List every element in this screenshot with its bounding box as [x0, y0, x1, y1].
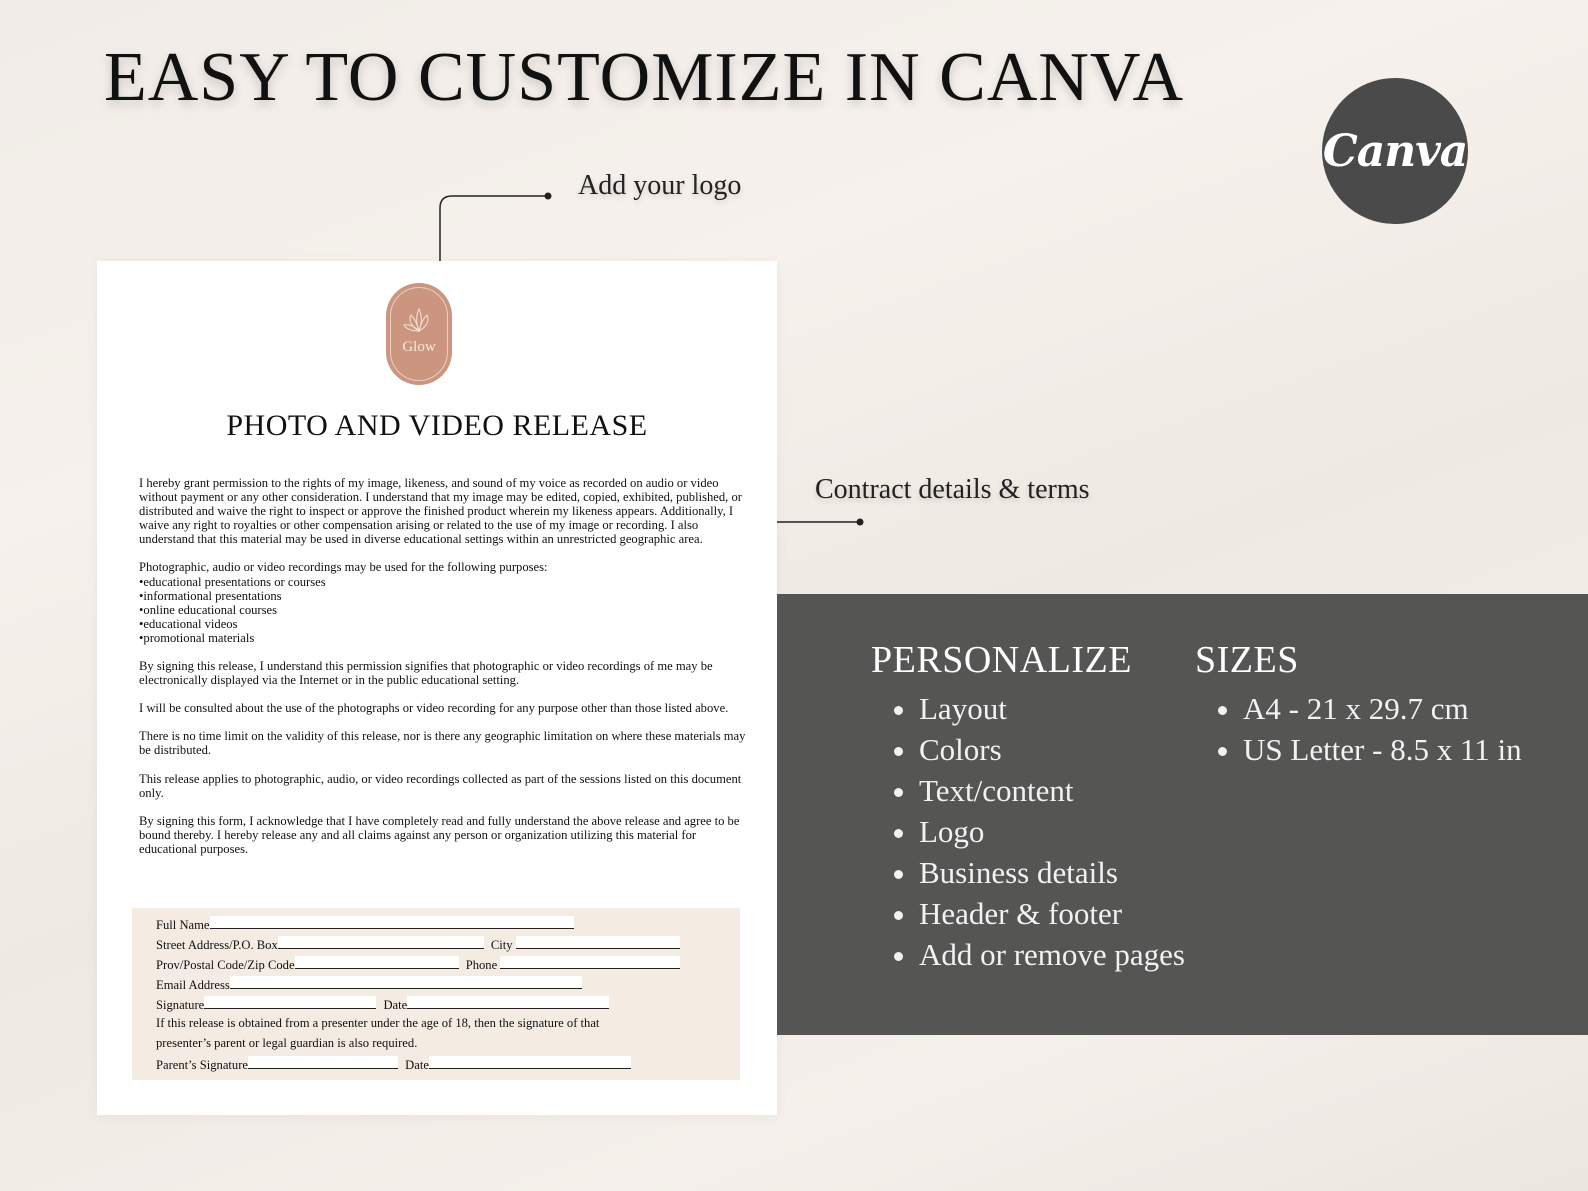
document-title: PHOTO AND VIDEO RELEASE: [226, 409, 648, 442]
personalize-item: • Text/content: [919, 770, 1185, 811]
city-label: City: [490, 938, 513, 952]
signature-field[interactable]: [204, 996, 376, 1009]
sizes-title: SIZES: [1195, 639, 1299, 681]
logo-connector-dot-end: [545, 193, 552, 200]
form-row-email: [156, 976, 586, 993]
date-2-label: Date: [405, 1058, 429, 1072]
city-field[interactable]: [516, 936, 680, 949]
document-paragraph: I will be consulted about the use of the photographs or video recording for any purpose other than those listed above.: [139, 701, 729, 716]
document-paragraph: By signing this form, I acknowledge that I have completely read and fully understand the above release and agree to be bound thereby. I hereby release any and all claims against any person or organization utilizing this material for educational purposes.: [139, 813, 740, 856]
purpose-item: • online educational courses: [139, 603, 749, 617]
document-logo-text: Glow: [402, 339, 436, 355]
phone-label: Phone: [465, 958, 498, 972]
purposes-list: [139, 575, 749, 645]
form-row-full-name: [156, 916, 578, 933]
callout-contract-details: Contract details & terms: [815, 474, 1090, 505]
canva-logo-text: Canva: [1322, 125, 1468, 177]
document-preview: [97, 261, 777, 1115]
sizes-column: [1195, 638, 1522, 770]
contract-connector-dot-end: [857, 519, 864, 526]
postal-label: Prov/Postal Code/Zip Code: [156, 958, 295, 972]
purpose-item: • educational presentations or courses: [139, 575, 749, 589]
personalize-item: • Logo: [919, 811, 1185, 852]
form-row-signature: [156, 996, 613, 1013]
canva-logo: [1322, 78, 1468, 224]
form-row-address: [156, 936, 684, 953]
minor-note-line-2: presenter’s parent or legal guardian is also required.: [156, 1036, 418, 1050]
personalize-item: • Add or remove pages: [919, 934, 1185, 975]
personalize-item: • Business details: [919, 852, 1185, 893]
signature-form: [132, 908, 740, 1080]
personalize-list: [871, 688, 1185, 975]
street-label: Street Address/P.O. Box: [156, 938, 278, 952]
headline: EASY TO CUSTOMIZE IN CANVA: [104, 39, 1184, 116]
form-row-parent-signature: [156, 1056, 635, 1073]
personalize-title: PERSONALIZE: [871, 639, 1132, 681]
full-name-field[interactable]: [210, 916, 574, 929]
size-item: • US Letter - 8.5 x 11 in: [1243, 729, 1522, 770]
date-2-field[interactable]: [429, 1056, 631, 1069]
personalize-item: • Colors: [919, 729, 1185, 770]
full-name-label: Full Name: [156, 918, 210, 932]
size-item: • A4 - 21 x 29.7 cm: [1243, 688, 1522, 729]
postal-field[interactable]: [295, 956, 459, 969]
document-logo: [386, 283, 452, 385]
personalize-item: • Header & footer: [919, 893, 1185, 934]
form-row-postal: [156, 956, 684, 973]
date-label: Date: [383, 998, 408, 1012]
document-paragraph: This release applies to photographic, audio, or video recordings collected as part of the sessions listed on this document only.: [139, 771, 742, 800]
minor-note-line-1: If this release is obtained from a presenter under the age of 18, then the signature of that: [156, 1016, 600, 1030]
personalize-column: [871, 638, 1185, 975]
parent-signature-field[interactable]: [248, 1056, 398, 1069]
purpose-item: • promotional materials: [139, 631, 749, 645]
date-field[interactable]: [407, 996, 609, 1009]
purposes-intro: Photographic, audio or video recordings may be used for the following purposes:: [139, 560, 548, 575]
purpose-item: • informational presentations: [139, 589, 749, 603]
document-paragraph: There is no time limit on the validity of this release, nor is there any geographic limitation on where these materials may be distributed.: [139, 729, 746, 758]
email-field[interactable]: [230, 976, 582, 989]
parent-signature-label: Parent’s Signature: [156, 1058, 248, 1072]
document-body: [139, 476, 749, 870]
sizes-list: [1195, 688, 1522, 770]
personalize-item: • Layout: [919, 688, 1185, 729]
phone-field[interactable]: [500, 956, 680, 969]
document-paragraph: By signing this release, I understand this permission signifies that photographic or video recordings of me may be electronically displayed via the Internet or in the public educational setting.: [139, 659, 713, 688]
flower-icon: [402, 305, 436, 335]
document-paragraph: I hereby grant permission to the rights of my image, likeness, and sound of my voice as recorded on audio or video without payment or any other consideration. I understand that my image may be edited, copied, exhibited, published, or distributed and waive the right to inspect or approve the finished product wherein my likeness appears. Additionally, I waive any right to royalties or other compensation arising or related to the use of my image or recording. I also understand that this material may be used in diverse educational settings within an unrestricted geographic area.: [139, 476, 742, 547]
email-label: Email Address: [156, 978, 230, 992]
features-panel: [777, 594, 1588, 1035]
street-field[interactable]: [278, 936, 484, 949]
callout-add-logo: Add your logo: [578, 170, 742, 201]
purpose-item: • educational videos: [139, 617, 749, 631]
signature-label: Signature: [156, 998, 205, 1012]
